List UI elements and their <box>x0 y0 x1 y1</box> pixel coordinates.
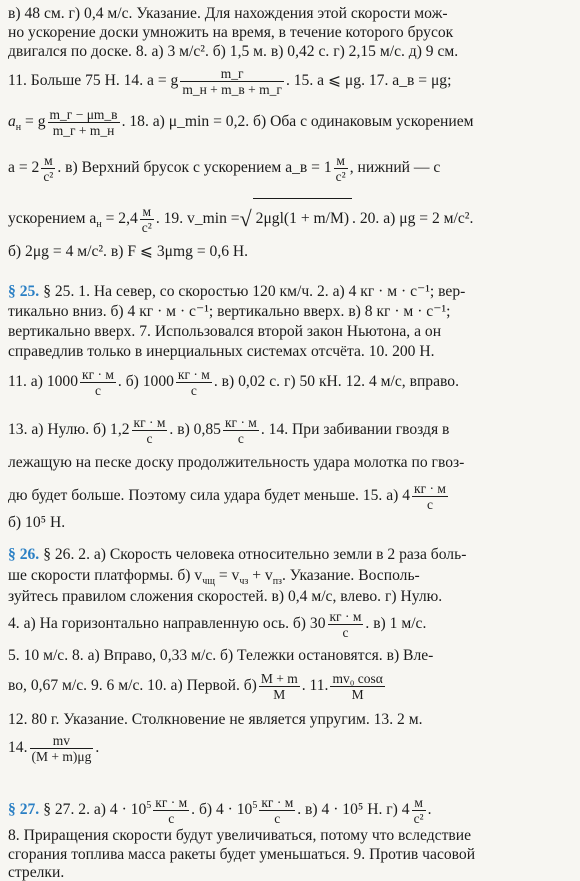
text-line-1: в) 48 см. г) 0,4 м/с. Указание. Для нахождения этой скорости мож- <box>8 5 448 22</box>
text-line-14: 13. а) Нулю. б) 1,2 кг · м с . в) 0,85 кг · м с . 14. При забивании гвоздя в <box>8 414 450 446</box>
text-line-19: ше скорости платформы. б) $v_{чщ} = v_{чз} + v_{пз}$. Указание. Восполь- <box>8 567 420 588</box>
text-line-7: ускорением $a_н = 2,4$ м с² . 19. v_min =√ 2μgl(1 + m/M) . 20. а) μg = 2 м/с². <box>8 198 574 245</box>
text-line-29: стрелки. <box>8 864 65 881</box>
text-line-18: § 26. § 26. 2. а) Скорость человека относительно земли в 2 раза боль- <box>8 546 467 563</box>
fraction: m_г m_н + m_в + m_г <box>182 65 282 97</box>
text-line-22: 5. 10 м/с. 8. а) Вправо, 0,33 м/с. б) Тележки остановятся. в) Вле- <box>8 647 434 664</box>
line-4-head: 11. Больше 75 Н. 14. a = g <box>8 72 179 89</box>
fraction: $\frac{mv}{(M + m)\mu g}$ <box>31 732 92 764</box>
fraction: $\frac{M + m}{M}$ <box>260 670 298 702</box>
text-line-17: б) 10⁵ Н. <box>8 514 66 531</box>
text-line-27: 8. Приращения скорости будут увеличиваться, потому что вследствие <box>8 827 472 844</box>
text-line-28: сгорания топлива масса ракеты будет уменьшаться. 9. Против часовой <box>8 846 476 863</box>
text-line-13: 11. а) 1000 кг · м с . б) 1000 кг · м с . в) 0,02 с. г) 50 кН. 12. 4 м/с, вправо. <box>8 366 459 398</box>
text-line-24: 12. 80 г. Указание. Столкновение не является упругим. 13. 2 м. <box>8 711 423 728</box>
text-line-26: § 27. § 27. 2. а) $4 \cdot 10^5$ кг · м с . б) $4 \cdot 10^5$ кг · м с . в) 4 · 10⁵ Н. г) 4 м с² . <box>8 795 432 827</box>
text-line-25: 14. $\frac{mv}{(M + m)\mu g}$ . <box>8 732 100 764</box>
sqrt-expression: 2μgl(1 + m/M) <box>253 198 352 239</box>
section-27-heading: § 27. <box>8 801 40 819</box>
text-line-21: 4. а) На горизонтально направленную ось. б) 30 кг · м с . в) 1 м/с. <box>8 608 427 640</box>
text-line-20: зуйтесь правилом сложения скоростей. в) 0,4 м/с, влево. г) Нулю. <box>8 588 443 605</box>
fraction: м с² <box>413 795 424 827</box>
text-line-15: лежащую на песке доску продолжительность удара молотка по гвоз- <box>8 454 465 471</box>
unit-fraction: кг · м с <box>82 366 114 398</box>
text-line-3: двигался по доске. 8. а) 3 м/с². б) 1,5 м. в) 0,42 с. г) 2,15 м/с. д) 9 см. <box>8 43 459 60</box>
section-26-heading: § 26. <box>8 546 40 563</box>
fraction: m_г − μm_в m_г + m_н <box>49 106 118 138</box>
text-line-2: но ускорение доски умножить на время, в течение которого брусок <box>8 24 454 41</box>
fraction: $\frac{\text{mv₀ cosα}}{M}$ <box>332 670 383 702</box>
text-line-6: a = 2 м с² . в) Верхний брусок с ускорением a_в = 1 м с² , нижний — с <box>8 152 441 184</box>
fraction: м с² <box>141 203 152 235</box>
text-line-16: дю будет больше. Поэтому сила удара будет меньше. 15. а) 4 кг · м с <box>8 480 446 512</box>
unit-fraction: кг · м с <box>224 414 257 446</box>
text-line-5: $a_н = g$ m_г − μm_в m_г + m_н . 18. а) μ_min = 0,2. б) Оба с одинаковым ускорением <box>8 106 474 138</box>
unit-fraction: кг · м с <box>155 795 188 827</box>
text-line-10: тикально вниз. б) 4 кг · м · с⁻¹; вертикально вверх. в) 8 кг · м · с⁻¹; <box>8 303 451 320</box>
section-25-heading: § 25. <box>8 283 40 300</box>
text-line-4: 11. Больше 75 Н. 14. a = g m_г m_н + m_в + m_г . 15. a ⩽ μg. 17. a_в = μg; <box>8 65 452 97</box>
unit-fraction: кг · м с <box>261 795 294 827</box>
unit-fraction: кг · м с <box>177 366 210 398</box>
unit-fraction: кг · м с <box>133 414 166 446</box>
unit-fraction: кг · м с <box>414 480 446 512</box>
unit-fraction: кг · м с <box>329 608 362 640</box>
text-line-9: § 25. § 25. 1. На север, со скоростью 120 км/ч. 2. а) 4 кг · м · с⁻¹; вер- <box>8 283 466 300</box>
text-line-23: во, 0,67 м/с. 9. 6 м/с. 10. а) Первой. б) $\frac{M + m}{M}$ . 11. $\frac{\text{mv₀ cosα}}{M}$ <box>8 670 383 702</box>
text-line-12: справедлив только в инерциальных системах отсчёта. 10. 200 Н. <box>8 343 435 360</box>
text-line-8: б) 2μg = 4 м/с². в) F ⩽ 3μmg = 0,6 Н. <box>8 243 249 260</box>
text-line-11: вертикально вверх. 7. Использовался второй закон Ньютона, а он <box>8 323 442 340</box>
radical-sign: √ <box>239 206 252 231</box>
fraction: м с² <box>335 152 346 184</box>
fraction: м с² <box>43 152 54 184</box>
